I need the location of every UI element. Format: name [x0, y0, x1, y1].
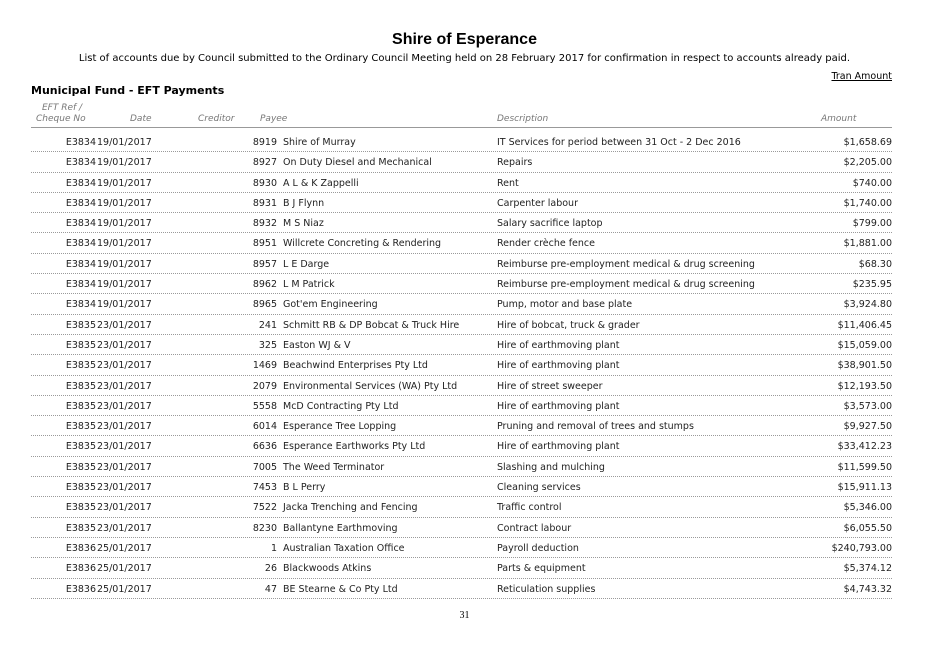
cell-amount: $68.30	[858, 258, 892, 270]
cell-amount: $3,924.80	[843, 299, 892, 311]
cell-ref: E3835	[65, 319, 96, 331]
cell-payee: Environmental Services (WA) Pty Ltd	[283, 380, 458, 392]
column-header-creditor: Creditor	[198, 114, 235, 124]
page-title: Shire of Esperance	[392, 31, 537, 48]
table-row	[31, 152, 892, 172]
cell-creditor: 1	[270, 542, 277, 554]
table-row	[31, 518, 892, 538]
cell-date: 19/01/2017	[97, 279, 152, 291]
cell-ref: E3835	[65, 360, 96, 372]
cell-amount: $5,374.12	[843, 563, 892, 575]
cell-description: Repairs	[497, 157, 533, 169]
cell-payee: Got'em Engineering	[283, 299, 378, 311]
table-row	[31, 173, 892, 193]
cell-creditor: 8951	[252, 238, 277, 250]
cell-amount: $11,406.45	[837, 319, 892, 331]
table-row	[31, 558, 892, 578]
table-row	[31, 274, 892, 294]
cell-description: Reimburse pre-employment medical & drug screening	[497, 279, 755, 291]
cell-date: 19/01/2017	[97, 218, 152, 230]
cell-creditor: 2079	[252, 380, 277, 392]
cell-amount: $38,901.50	[837, 360, 892, 372]
cell-description: Reimburse pre-employment medical & drug screening	[497, 258, 755, 270]
cell-amount: $4,743.32	[843, 583, 892, 595]
cell-date: 23/01/2017	[97, 421, 152, 433]
cell-date: 23/01/2017	[97, 360, 152, 372]
column-header-ref-line1: EFT Ref /	[42, 103, 83, 113]
cell-date: 23/01/2017	[97, 461, 152, 473]
cell-ref: E3835	[65, 421, 96, 433]
cell-description: Hire of earthmoving plant	[497, 360, 620, 372]
cell-creditor: 1469	[252, 360, 277, 372]
payments-table	[31, 132, 892, 599]
cell-creditor: 241	[258, 319, 277, 331]
cell-payee: Willcrete Concreting & Rendering	[283, 238, 442, 250]
cell-creditor: 6014	[252, 421, 277, 433]
cell-creditor: 7453	[252, 482, 277, 494]
cell-date: 23/01/2017	[97, 380, 152, 392]
cell-creditor: 7522	[252, 502, 277, 514]
cell-payee: M S Niaz	[283, 218, 324, 230]
cell-description: IT Services for period between 31 Oct - 2 Dec 2016	[497, 137, 741, 148]
cell-ref: E3835	[65, 441, 96, 453]
cell-creditor: 325	[258, 339, 277, 351]
cell-amount: $3,573.00	[843, 400, 892, 412]
cell-payee: A L & K Zappelli	[283, 177, 359, 189]
table-row	[31, 497, 892, 517]
cell-ref: E3835	[65, 339, 96, 351]
cell-description: Contract labour	[497, 522, 572, 534]
cell-ref: E3834	[65, 258, 96, 270]
cell-date: 23/01/2017	[97, 441, 152, 453]
cell-amount: $33,412.23	[837, 441, 892, 453]
cell-description: Hire of bobcat, truck & grader	[497, 319, 640, 331]
table-row	[31, 436, 892, 456]
cell-amount: $240,793.00	[831, 542, 892, 554]
cell-ref: E3834	[65, 238, 96, 250]
cell-ref: E3835	[65, 482, 96, 494]
table-row	[31, 477, 892, 497]
column-header-payee: Payee	[260, 114, 288, 124]
cell-description: Parts & equipment	[497, 563, 586, 575]
cell-creditor: 8230	[252, 522, 277, 534]
cell-payee: Beachwind Enterprises Pty Ltd	[283, 360, 428, 372]
cell-payee: B J Flynn	[283, 197, 325, 209]
table-row	[31, 132, 892, 152]
cell-creditor: 8962	[252, 279, 277, 291]
cell-ref: E3835	[65, 502, 96, 514]
cell-amount: $5,346.00	[843, 502, 892, 514]
page-number: 31	[459, 610, 470, 621]
page-subtitle: List of accounts due by Council submitted to the Ordinary Council Meeting held on 28 February 2017 for confirmation in respect to accounts already paid.	[78, 53, 851, 64]
header-divider	[31, 127, 892, 128]
cell-payee: The Weed Terminator	[283, 461, 385, 473]
cell-ref: E3834	[65, 157, 96, 169]
cell-amount: $15,059.00	[837, 339, 892, 351]
cell-date: 19/01/2017	[97, 157, 152, 169]
cell-date: 25/01/2017	[97, 563, 152, 575]
table-row	[31, 233, 892, 253]
cell-payee: McD Contracting Pty Ltd	[283, 400, 399, 412]
cell-date: 23/01/2017	[97, 482, 152, 494]
cell-description: Hire of earthmoving plant	[497, 441, 620, 453]
column-header-ref	[36, 103, 98, 125]
cell-description: Salary sacrifice laptop	[497, 218, 603, 230]
table-row	[31, 315, 892, 335]
cell-amount: $11,599.50	[837, 461, 892, 473]
cell-creditor: 47	[264, 583, 277, 595]
cell-ref: E3834	[65, 279, 96, 291]
table-row	[31, 416, 892, 436]
cell-payee: Shire of Murray	[283, 137, 356, 148]
cell-ref: E3834	[65, 218, 96, 230]
cell-amount: $6,055.50	[843, 522, 892, 534]
cell-payee: Esperance Tree Lopping	[283, 421, 397, 433]
cell-ref: E3835	[65, 380, 96, 392]
cell-ref: E3835	[65, 522, 96, 534]
cell-payee: Schmitt RB & DP Bobcat & Truck Hire	[283, 319, 460, 331]
cell-payee: Esperance Earthworks Pty Ltd	[283, 441, 426, 453]
column-header-amount: Amount	[821, 114, 857, 124]
cell-creditor: 8931	[252, 197, 277, 209]
cell-amount: $740.00	[852, 177, 892, 189]
cell-creditor: 26	[264, 563, 277, 575]
cell-date: 19/01/2017	[97, 197, 152, 209]
section-title: Municipal Fund - EFT Payments	[31, 84, 225, 97]
cell-date: 23/01/2017	[97, 319, 152, 331]
tran-amount-label: Tran Amount	[831, 71, 892, 82]
cell-description: Pump, motor and base plate	[497, 299, 633, 311]
cell-payee: Jacka Trenching and Fencing	[283, 502, 418, 514]
cell-amount: $799.00	[852, 218, 892, 230]
cell-description: Hire of street sweeper	[497, 380, 603, 392]
cell-date: 23/01/2017	[97, 522, 152, 534]
cell-date: 19/01/2017	[97, 299, 152, 311]
cell-ref: E3836	[65, 542, 96, 554]
table-row	[31, 579, 892, 599]
cell-payee: B L Perry	[283, 482, 326, 494]
cell-description: Carpenter labour	[497, 197, 578, 209]
cell-date: 19/01/2017	[97, 137, 152, 148]
cell-ref: E3834	[65, 299, 96, 311]
cell-amount: $1,881.00	[843, 238, 892, 250]
cell-creditor: 5558	[252, 400, 277, 412]
cell-payee: Easton WJ & V	[283, 339, 351, 351]
cell-amount: $1,658.69	[843, 137, 892, 148]
cell-ref: E3836	[65, 563, 96, 575]
cell-creditor: 7005	[252, 461, 277, 473]
cell-date: 19/01/2017	[97, 258, 152, 270]
cell-creditor: 8927	[252, 157, 277, 169]
cell-amount: $1,740.00	[843, 197, 892, 209]
cell-description: Pruning and removal of trees and stumps	[497, 421, 694, 433]
cell-creditor: 6636	[252, 441, 277, 453]
cell-ref: E3836	[65, 583, 96, 595]
cell-amount: $9,927.50	[843, 421, 892, 433]
cell-description: Render crèche fence	[497, 238, 595, 250]
cell-ref: E3834	[65, 137, 96, 148]
table-row	[31, 396, 892, 416]
cell-description: Cleaning services	[497, 482, 581, 494]
cell-description: Hire of earthmoving plant	[497, 400, 620, 412]
cell-date: 23/01/2017	[97, 339, 152, 351]
cell-payee: L E Darge	[283, 258, 330, 270]
table-row	[31, 457, 892, 477]
table-row	[31, 538, 892, 558]
cell-description: Payroll deduction	[497, 542, 579, 554]
table-row	[31, 213, 892, 233]
cell-creditor: 8919	[252, 137, 277, 148]
cell-ref: E3835	[65, 461, 96, 473]
table-row	[31, 193, 892, 213]
cell-amount: $15,911.13	[837, 482, 892, 494]
cell-description: Traffic control	[497, 502, 562, 514]
cell-creditor: 8930	[252, 177, 277, 189]
cell-date: 19/01/2017	[97, 177, 152, 189]
cell-date: 19/01/2017	[97, 238, 152, 250]
table-row	[31, 376, 892, 396]
table-row	[31, 254, 892, 274]
table-row	[31, 294, 892, 314]
cell-amount: $235.95	[852, 279, 892, 291]
cell-payee: Blackwoods Atkins	[283, 563, 372, 575]
cell-description: Rent	[497, 177, 519, 189]
cell-creditor: 8965	[252, 299, 277, 311]
column-header-description: Description	[497, 114, 549, 124]
cell-description: Reticulation supplies	[497, 583, 596, 595]
cell-ref: E3834	[65, 177, 96, 189]
cell-amount: $2,205.00	[843, 157, 892, 169]
cell-date: 23/01/2017	[97, 400, 152, 412]
cell-creditor: 8932	[252, 218, 277, 230]
table-row	[31, 335, 892, 355]
table-row	[31, 355, 892, 375]
column-header-date: Date	[130, 114, 152, 124]
cell-payee: On Duty Diesel and Mechanical	[283, 157, 432, 169]
cell-payee: Australian Taxation Office	[283, 542, 405, 554]
cell-description: Slashing and mulching	[497, 461, 605, 473]
cell-date: 25/01/2017	[97, 542, 152, 554]
cell-description: Hire of earthmoving plant	[497, 339, 620, 351]
cell-date: 23/01/2017	[97, 502, 152, 514]
cell-date: 25/01/2017	[97, 583, 152, 595]
cell-ref: E3834	[65, 197, 96, 209]
cell-payee: L M Patrick	[283, 279, 335, 291]
cell-payee: BE Stearne & Co Pty Ltd	[283, 583, 398, 595]
cell-amount: $12,193.50	[837, 380, 892, 392]
cell-ref: E3835	[65, 400, 96, 412]
cell-creditor: 8957	[252, 258, 277, 270]
column-header-ref-line2: Cheque No	[36, 114, 86, 124]
cell-payee: Ballantyne Earthmoving	[283, 522, 398, 534]
